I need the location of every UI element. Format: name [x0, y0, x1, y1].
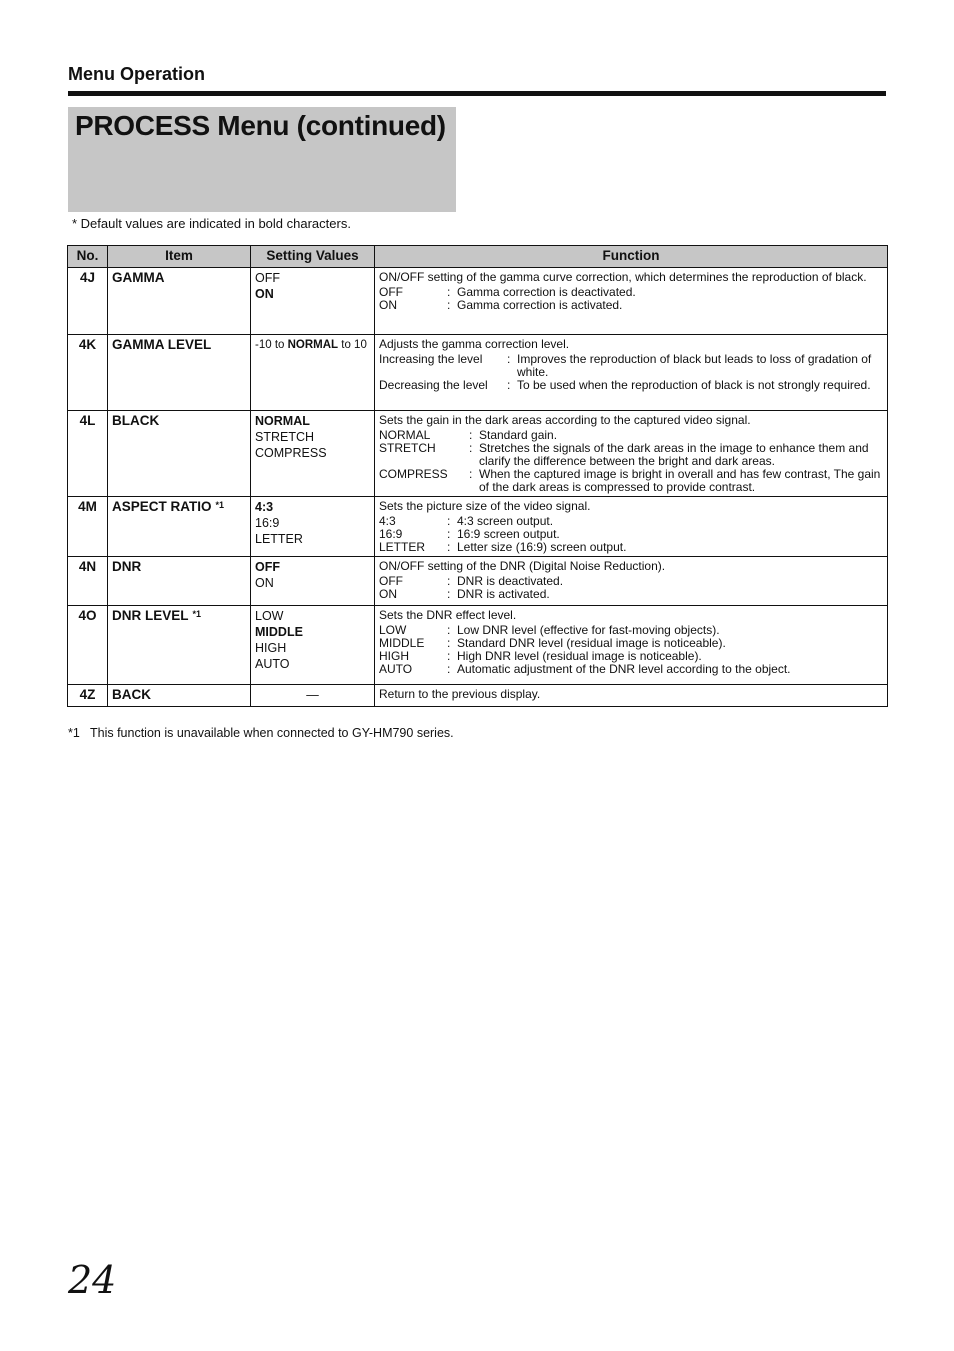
table-row	[68, 268, 888, 335]
option-name: OFF	[379, 285, 403, 299]
separator-colon: :	[447, 285, 451, 299]
option-name: HIGH	[379, 649, 409, 663]
option-name: LOW	[379, 623, 407, 637]
page-title: PROCESS Menu (continued)	[75, 110, 446, 141]
item-name: BLACK	[112, 413, 160, 428]
option-description	[379, 299, 883, 312]
setting-value: NORMAL	[255, 414, 310, 428]
separator-colon: :	[447, 649, 451, 663]
item-cell	[108, 557, 251, 606]
range-end: to 10	[338, 339, 367, 351]
separator-colon: :	[447, 514, 451, 528]
setting-values-cell	[251, 685, 375, 707]
option-description	[379, 353, 883, 379]
row-number: 4L	[68, 411, 108, 497]
option-effect: 4:3 screen output.	[457, 514, 554, 528]
option-effect: Low DNR level (effective for fast-moving objects).	[457, 623, 720, 637]
option-effect: DNR is activated.	[457, 587, 550, 601]
item-cell	[108, 411, 251, 497]
function-description: ON/OFF setting of the gamma curve correction, which determines the reproduction of black.	[379, 270, 867, 284]
setting-values-cell	[251, 411, 375, 497]
table-row	[68, 335, 888, 411]
setting-value: OFF	[255, 271, 280, 285]
row-number: 4N	[68, 557, 108, 606]
option-name: ON	[379, 587, 397, 601]
option-name: 4:3	[379, 514, 396, 528]
option-effect: Gamma correction is deactivated.	[457, 285, 636, 299]
option-effect: Improves the reproduction of black but leads to loss of gradation of white.	[517, 352, 872, 379]
option-name: OFF	[379, 574, 403, 588]
separator-colon: :	[507, 352, 511, 366]
option-effect: Gamma correction is activated.	[457, 298, 623, 312]
item-cell	[108, 335, 251, 411]
setting-value: OFF	[255, 560, 280, 574]
column-header-no: No.	[68, 246, 108, 268]
row-number: 4J	[68, 268, 108, 335]
separator-colon: :	[447, 540, 451, 554]
function-cell	[375, 497, 888, 557]
column-header-function: Function	[375, 246, 888, 268]
function-description: Sets the DNR effect level.	[379, 608, 517, 622]
option-name: ON	[379, 298, 397, 312]
setting-value: 4:3	[255, 500, 274, 514]
option-effect: To be used when the reproduction of black is not strongly required.	[517, 378, 871, 392]
separator-colon: :	[447, 662, 451, 676]
option-name: AUTO	[379, 662, 413, 676]
row-number: 4Z	[68, 685, 108, 707]
option-effect: Standard gain.	[479, 428, 558, 442]
item-name: ASPECT RATIO	[112, 499, 212, 514]
row-number: 4M	[68, 497, 108, 557]
setting-values-cell	[251, 557, 375, 606]
item-name: GAMMA	[112, 270, 165, 285]
separator-colon: :	[469, 428, 473, 442]
item-name: BACK	[112, 687, 151, 702]
item-cell	[108, 497, 251, 557]
table-row	[68, 497, 888, 557]
setting-value: LOW	[255, 609, 284, 623]
table-header-row	[68, 246, 888, 268]
setting-values-cell	[251, 497, 375, 557]
separator-colon: :	[447, 587, 451, 601]
range-default: NORMAL	[287, 339, 339, 351]
column-header-item: Item	[108, 246, 251, 268]
section-heading: Menu Operation	[68, 64, 206, 84]
separator-colon: :	[507, 378, 511, 392]
function-description: Sets the picture size of the video signal.	[379, 499, 591, 513]
default-values-note: * Default values are indicated in bold characters.	[72, 216, 351, 231]
option-name: LETTER	[379, 540, 426, 554]
setting-values-cell	[251, 335, 375, 411]
table-row	[68, 685, 888, 707]
item-cell	[108, 685, 251, 707]
process-menu-table	[67, 245, 888, 707]
option-description	[379, 528, 883, 541]
function-cell	[375, 557, 888, 606]
function-cell	[375, 606, 888, 685]
table-row	[68, 411, 888, 497]
setting-value: AUTO	[255, 657, 290, 671]
separator-colon: :	[447, 636, 451, 650]
column-header-setting-values: Setting Values	[251, 246, 375, 268]
function-cell	[375, 268, 888, 335]
setting-value: LETTER	[255, 532, 303, 546]
option-effect: When the captured image is bright in overall and has few contrast, The gain of the dark areas is compressed to provide contrast.	[479, 467, 881, 494]
separator-colon: :	[469, 441, 473, 455]
no-value-dash: —	[306, 688, 319, 702]
separator-colon: :	[447, 298, 451, 312]
option-name: MIDDLE	[379, 636, 425, 650]
row-number: 4O	[68, 606, 108, 685]
option-description	[379, 286, 883, 299]
option-name: Increasing the level	[379, 352, 483, 366]
function-description: Sets the gain in the dark areas according to the captured video signal.	[379, 413, 751, 427]
option-description	[379, 442, 883, 468]
option-name: 16:9	[379, 527, 403, 541]
setting-value: 16:9	[255, 516, 280, 530]
function-description: ON/OFF setting of the DNR (Digital Noise Reduction).	[379, 559, 666, 573]
option-description	[379, 379, 883, 392]
item-name: GAMMA LEVEL	[112, 337, 212, 352]
option-name: Decreasing the level	[379, 378, 488, 392]
setting-value: MIDDLE	[255, 625, 303, 639]
option-effect: Automatic adjustment of the DNR level according to the object.	[457, 662, 791, 676]
separator-colon: :	[469, 467, 473, 481]
option-description	[379, 588, 883, 601]
function-cell	[375, 411, 888, 497]
option-effect: 16:9 screen output.	[457, 527, 560, 541]
function-description: Return to the previous display.	[379, 687, 541, 701]
option-effect: High DNR level (residual image is noticeable).	[457, 649, 702, 663]
option-name: NORMAL	[379, 428, 431, 442]
item-cell	[108, 268, 251, 335]
option-name: STRETCH	[379, 441, 436, 455]
option-description	[379, 468, 883, 494]
separator-colon: :	[447, 623, 451, 637]
option-name: COMPRESS	[379, 467, 448, 481]
range-start: -10 to	[255, 339, 288, 351]
footnote-marker: *1	[215, 500, 225, 510]
page-number: 24	[68, 1258, 117, 1302]
title-banner	[68, 107, 456, 212]
footnote-mark: *1	[68, 726, 80, 740]
option-description	[379, 663, 883, 676]
item-cell	[108, 606, 251, 685]
function-cell	[375, 335, 888, 411]
header-rule	[68, 91, 886, 96]
option-description	[379, 515, 883, 528]
row-number: 4K	[68, 335, 108, 411]
setting-value: STRETCH	[255, 430, 315, 444]
footnote-text: This function is unavailable when connected to GY-HM790 series.	[90, 726, 454, 740]
footnote	[68, 726, 454, 740]
setting-values-cell	[251, 268, 375, 335]
item-name: DNR LEVEL	[112, 608, 189, 623]
option-description	[379, 541, 883, 554]
footnote-marker: *1	[192, 609, 202, 619]
setting-value: ON	[255, 287, 274, 301]
setting-value: COMPRESS	[255, 446, 327, 460]
table-row	[68, 606, 888, 685]
option-description	[379, 575, 883, 588]
setting-value: HIGH	[255, 641, 287, 655]
separator-colon: :	[447, 527, 451, 541]
function-cell	[375, 685, 888, 707]
setting-value: ON	[255, 576, 274, 590]
option-effect: DNR is deactivated.	[457, 574, 564, 588]
setting-values-cell	[251, 606, 375, 685]
option-effect: Letter size (16:9) screen output.	[457, 540, 627, 554]
function-description: Adjusts the gamma correction level.	[379, 337, 570, 351]
option-effect: Standard DNR level (residual image is noticeable).	[457, 636, 726, 650]
table-row	[68, 557, 888, 606]
item-name: DNR	[112, 559, 142, 574]
separator-colon: :	[447, 574, 451, 588]
option-effect: Stretches the signals of the dark areas in the image to enhance them and clarify the difference between the bright and dark areas.	[479, 441, 869, 468]
